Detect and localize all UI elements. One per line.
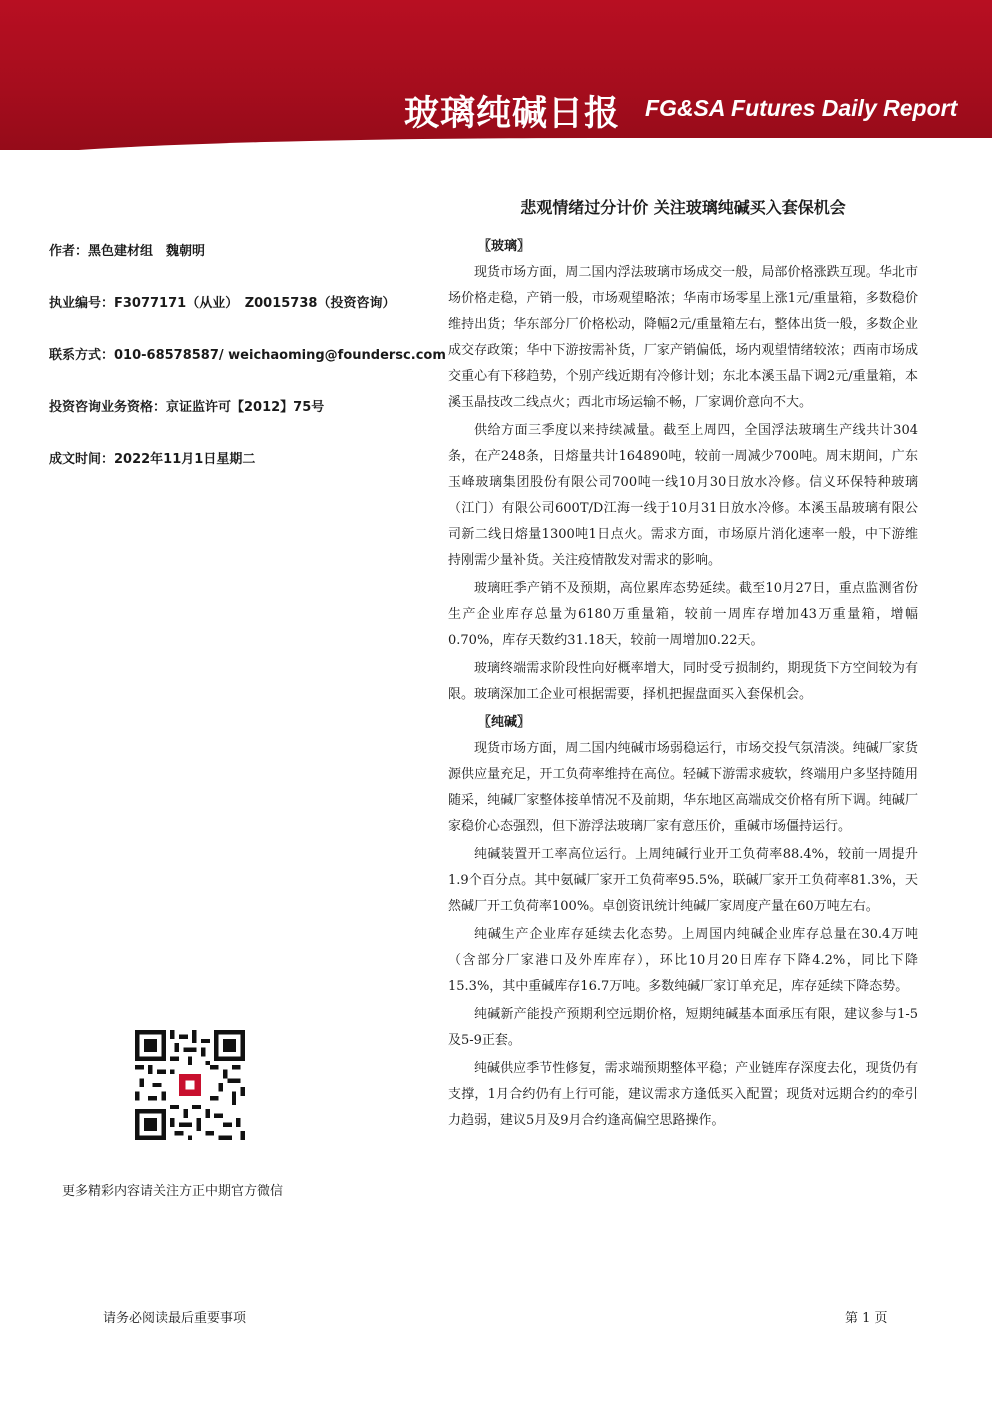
- soda-paragraph: 现货市场方面，周二国内纯碱市场弱稳运行，市场交投气氛清淡。纯碱厂家货源供应量充足，开工负荷率维持在高位。轻碱下游需求疲软，终端用户多坚持随用随采，纯碱厂家整体接单情况不及前期，华东地区高端成交价格有所下调。纯碱厂家稳价心态强烈，但下游浮法玻璃厂家有意压价，重碱市场僵持运行。: [448, 741, 918, 834]
- date-line: 成文时间：2022年11月1日星期二: [49, 452, 256, 467]
- qualification-line: 投资咨询业务资格：京证监许可【2012】75号: [49, 400, 325, 415]
- soda-paragraph: 纯碱供应季节性修复，需求端预期整体平稳；产业链库存深度去化，现货仍有支撑，1月合约仍有上行可能，建议需求方逢低买入配置；现货对远期合约的牵引力趋弱，建议5月及9月合约逢高偏空思路操作。: [448, 1061, 918, 1128]
- footer-notice: 请务必阅读最后重要事项: [103, 1311, 247, 1326]
- report-title-en: FG&SA Futures Daily Report: [645, 95, 958, 121]
- article-body: [448, 234, 918, 1136]
- wechat-qr-code: [135, 1030, 245, 1140]
- report-title-cn: 玻璃纯碱日报: [404, 94, 621, 134]
- glass-paragraph: 玻璃终端需求阶段性向好概率增大，同时受亏损制约，期现货下方空间较为有限。玻璃深加工企业可根据需要，择机把握盘面买入套保机会。: [448, 661, 918, 702]
- header-banner: [0, 0, 992, 150]
- contact-line: 联系方式：010-68578587/ weichaoming@foundersc.com: [49, 348, 446, 363]
- license-line: 执业编号：F3077171（从业） Z0015738（投资咨询）: [49, 296, 396, 311]
- section-title-glass: 〖玻璃〗: [478, 239, 531, 254]
- author-line: 作者：黑色建材组 魏朝明: [49, 244, 206, 259]
- soda-paragraph: 纯碱新产能投产预期利空远期价格，短期纯碱基本面承压有限，建议参与1-5及5-9正套。: [448, 1007, 918, 1048]
- author-info: [49, 243, 446, 503]
- section-title-soda-ash: 〖纯碱〗: [478, 715, 531, 730]
- glass-paragraph: 现货市场方面，周二国内浮法玻璃市场成交一般，局部价格涨跌互现。华北市场价格走稳，产销一般，市场观望略浓；华南市场零星上涨1元/重量箱，多数稳价维持出货；华东部分厂价格松动，降幅2元/重量箱左右，整体出货一般，多数企业成交存政策；华中下游按需补货，厂家产销偏低，场内观望情绪较浓；西南市场成交重心有下移趋势，个别产线近期有冷修计划；东北本溪玉晶下调2元/重量箱，本溪玉晶技改二线点火；西北市场运输不畅，厂家调价意向不大。: [448, 265, 918, 410]
- qr-caption: 更多精彩内容请关注方正中期官方微信: [62, 1184, 284, 1199]
- soda-paragraph: 纯碱装置开工率高位运行。上周纯碱行业开工负荷率88.4%，较前一周提升1.9个百分点。其中氨碱厂家开工负荷率95.5%，联碱厂家开工负荷率81.3%，天然碱厂开工负荷率100%。卓创资讯统计纯碱厂家周度产量在60万吨左右。: [448, 847, 918, 914]
- page-number: 第 1 页: [845, 1311, 888, 1326]
- article-headline: 悲观情绪过分计价 关注玻璃纯碱买入套保机会: [520, 198, 846, 217]
- soda-paragraph: 纯碱生产企业库存延续去化态势。上周国内纯碱企业库存总量在30.4万吨（含部分厂家港口及外库库存），环比10月20日库存下降4.2%，同比下降15.3%，其中重碱库存16.7万吨。多数纯碱厂家订单充足，库存延续下降态势。: [448, 927, 918, 994]
- glass-paragraph: 供给方面三季度以来持续减量。截至上周四，全国浮法玻璃生产线共计304条，在产248条，日熔量共计164890吨，较前一周减少700吨。周末期间，广东玉峰玻璃集团股份有限公司700吨一线10月30日放水冷修。信义环保特种玻璃（江门）有限公司600T/D江海一线于10月31日放水冷修。本溪玉晶玻璃有限公司新二线日熔量1300吨1日点火。需求方面，市场原片消化速率一般，中下游维持刚需少量补货。关注疫情散发对需求的影响。: [448, 423, 918, 568]
- glass-paragraph: 玻璃旺季产销不及预期，高位累库态势延续。截至10月27日，重点监测省份生产企业库存总量为6180万重量箱，较前一周库存增加43万重量箱，增幅0.70%，库存天数约31.18天，较前一周增加0.22天。: [448, 581, 918, 648]
